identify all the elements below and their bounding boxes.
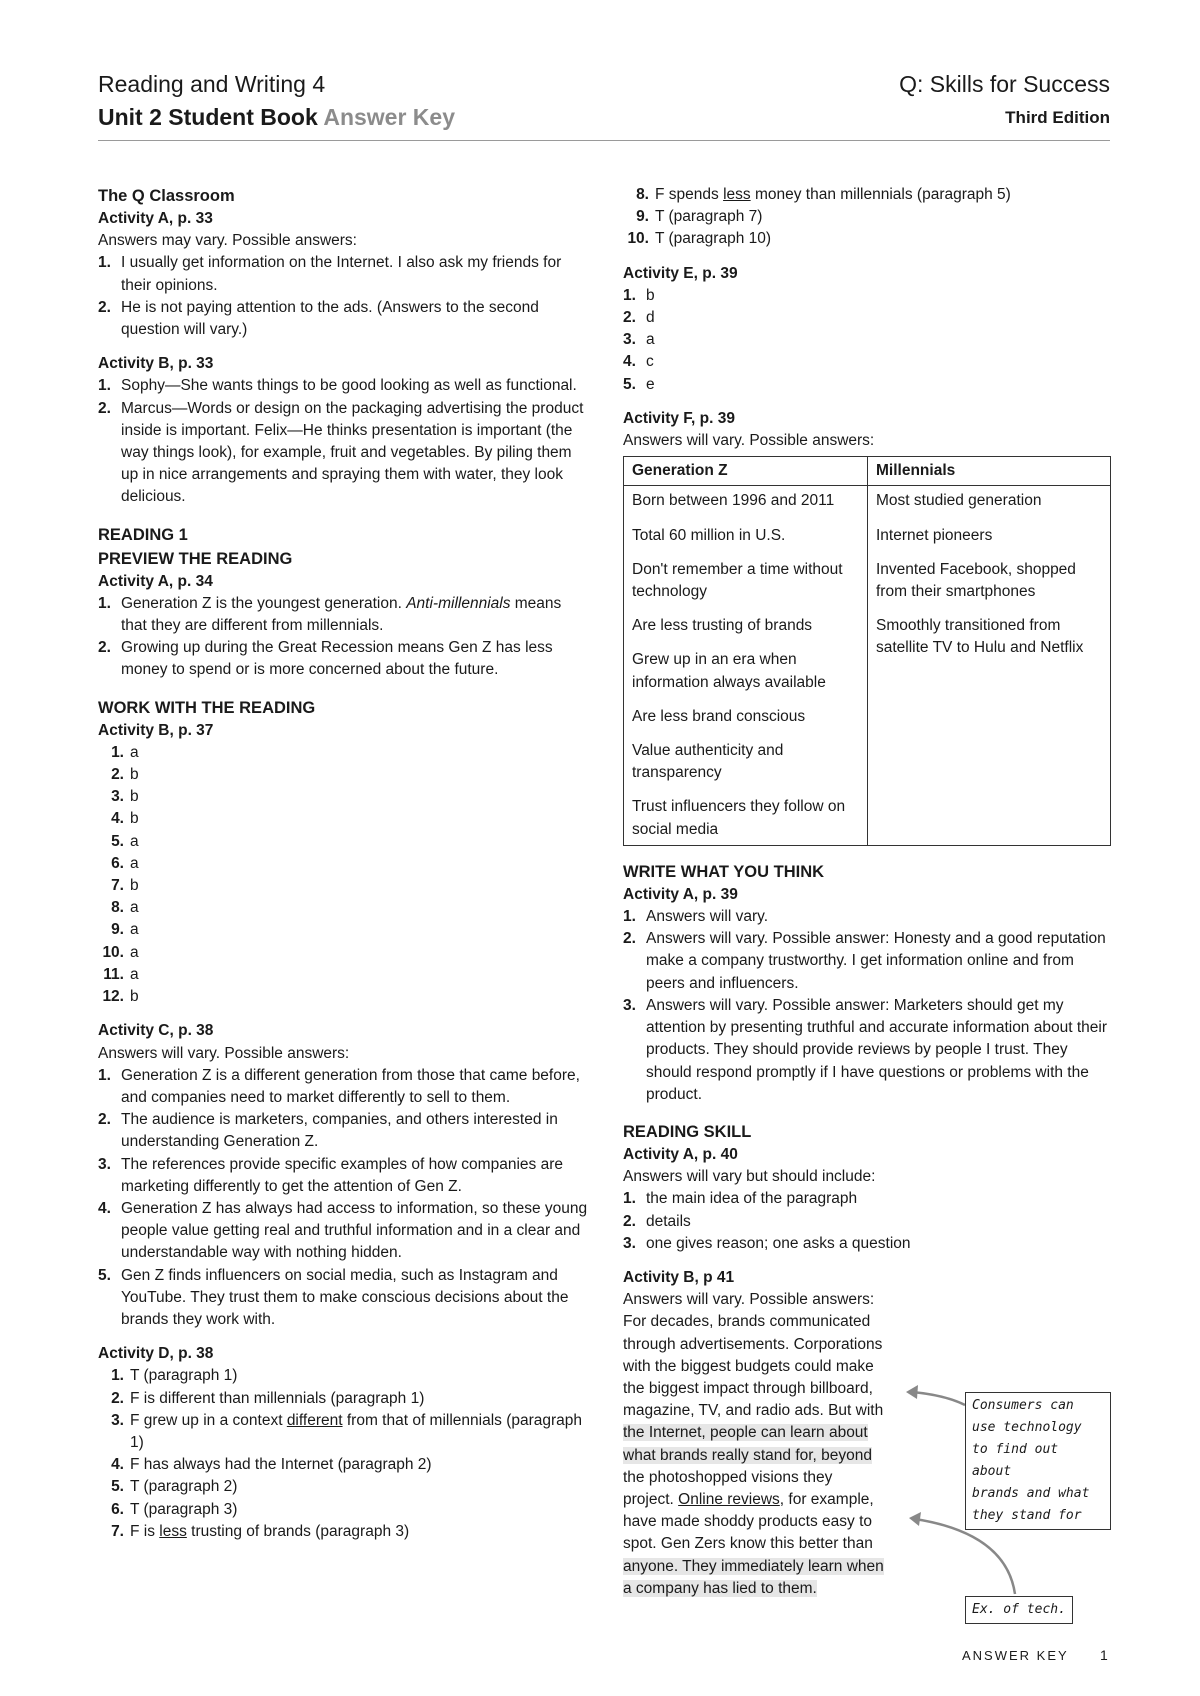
section-heading: READING SKILL bbox=[623, 1122, 752, 1141]
list-item: 1. Answers will vary. bbox=[623, 908, 769, 926]
activity-heading: Activity C, p. 38 bbox=[98, 1022, 214, 1040]
list-item: 3. a bbox=[623, 331, 655, 349]
table-item: Invented Facebook, shopped from their smartphones bbox=[876, 560, 1076, 601]
list-item: 1. I usually get information on the Internet. I also ask my friends for their opinions. bbox=[98, 254, 562, 294]
list-item: 4. b bbox=[111, 810, 139, 828]
book-title: Reading and Writing 4 bbox=[98, 71, 326, 97]
passage-line: magazine, TV, and radio ads. But with bbox=[623, 1402, 884, 1420]
table-item: Most studied generation bbox=[876, 492, 1042, 510]
list-item: 10. T (paragraph 10) bbox=[627, 230, 772, 248]
list-item: 1. b bbox=[623, 286, 655, 304]
arrow-line bbox=[915, 1519, 1015, 1594]
table-item: Are less brand conscious bbox=[632, 707, 806, 725]
subsection-heading: PREVIEW THE READING bbox=[98, 549, 293, 568]
list-item: 3. one gives reason; one asks a question bbox=[623, 1234, 911, 1252]
table-header: Generation Z bbox=[624, 457, 868, 486]
activity-intro: Answers will vary but should include: bbox=[623, 1168, 876, 1186]
activity-intro: Answers will vary. Possible answers: bbox=[98, 1044, 350, 1062]
margin-note: Ex. of tech. bbox=[965, 1596, 1073, 1624]
section-heading: WORK WITH THE READING bbox=[98, 698, 316, 717]
table-item: Are less trusting of brands bbox=[632, 617, 813, 635]
activity-heading: Activity A, p. 39 bbox=[623, 885, 738, 903]
list-item: 2. The audience is marketers, companies, and others interested in understanding Generation Z. bbox=[98, 1111, 558, 1151]
passage-line: project. Online reviews, for example, bbox=[623, 1490, 874, 1508]
table-item: Total 60 million in U.S. bbox=[632, 526, 786, 544]
list-item: 2. Marcus—Words or design on the packaging advertising the product inside is important. Felix—He thinks presentation is important (the way things look), for example, fruit and vegetables. By piling them up in nice arrangements and spraying them with water, they look delicious. bbox=[98, 399, 584, 506]
list-item: 12. b bbox=[102, 988, 139, 1006]
activity-heading: Activity D, p. 38 bbox=[98, 1345, 214, 1363]
list-item: 3. F grew up in a context different from that of millennials (paragraph 1) bbox=[111, 1411, 583, 1451]
section-heading: READING 1 bbox=[98, 525, 188, 544]
passage-line: through advertisements. Corporations bbox=[623, 1335, 883, 1353]
passage-line: Answers will vary. Possible answers: bbox=[623, 1291, 875, 1309]
activity-heading: Activity A, p. 33 bbox=[98, 210, 213, 227]
passage-line: have made shoddy products easy to bbox=[623, 1513, 873, 1531]
table-item: Grew up in an era when information always available bbox=[632, 651, 826, 691]
highlighted-text: a company has lied to them. bbox=[623, 1579, 817, 1597]
list-item: 9. a bbox=[111, 921, 139, 939]
list-item: 1. the main idea of the paragraph bbox=[623, 1190, 858, 1208]
passage-line: the photoshopped visions they bbox=[623, 1468, 833, 1486]
list-item: 6. T (paragraph 3) bbox=[111, 1500, 238, 1518]
activity-intro: Answers will vary. Possible answers: bbox=[623, 432, 875, 450]
list-item: 1. Generation Z is the youngest generation. Anti-millennials means that they are different from millennials. bbox=[98, 594, 562, 635]
activity-heading: Activity A, p. 40 bbox=[623, 1145, 738, 1163]
highlighted-text: what brands really stand for, beyond bbox=[623, 1446, 873, 1464]
activity-heading: Activity B, p. 37 bbox=[98, 721, 214, 739]
section-heading: WRITE WHAT YOU THINK bbox=[623, 862, 825, 881]
arrow-line bbox=[912, 1392, 965, 1405]
list-item: 2. details bbox=[623, 1212, 691, 1230]
list-item: 5. a bbox=[111, 832, 139, 850]
list-item: 1. T (paragraph 1) bbox=[111, 1367, 238, 1385]
list-item: 8. a bbox=[111, 899, 139, 917]
series-title: Q: Skills for Success bbox=[899, 71, 1110, 97]
unit-label: Unit 2 Student Book bbox=[98, 104, 318, 130]
table-header: Millennials bbox=[868, 457, 1111, 486]
section-heading: The Q Classroom bbox=[98, 187, 235, 205]
list-item: 10. a bbox=[102, 943, 139, 961]
highlighted-text: the Internet, people can learn about bbox=[623, 1424, 868, 1442]
list-item: 2. b bbox=[111, 766, 139, 784]
list-item: 3. The references provide specific examples of how companies are marketing differently to get the attention of Gen Z. bbox=[98, 1155, 563, 1195]
list-item: 6. a bbox=[111, 854, 139, 872]
list-item: 3. Answers will vary. Possible answer: Marketers should get my attention by presenting truthful and accurate information about their products. They should provide reviews by people I trust. They should respond promptly if I have questions or problems with the product. bbox=[623, 996, 1107, 1103]
activity-heading: Activity F, p. 39 bbox=[623, 409, 735, 427]
list-item: 4. F has always had the Internet (paragraph 2) bbox=[111, 1456, 432, 1474]
activity-heading: Activity E, p. 39 bbox=[623, 264, 738, 282]
highlighted-text: anyone. They immediately learn when bbox=[623, 1557, 884, 1575]
table-item: Smoothly transitioned from satellite TV to Hulu and Netflix bbox=[876, 617, 1084, 657]
list-item: 2. d bbox=[623, 309, 655, 327]
activity-heading: Activity B, p 41 bbox=[623, 1268, 735, 1286]
table-item: Don't remember a time without technology bbox=[632, 560, 843, 601]
list-item: 2. F is different than millennials (paragraph 1) bbox=[111, 1389, 425, 1407]
list-item: 7. b bbox=[111, 877, 139, 895]
list-item: 1. a bbox=[111, 743, 139, 761]
list-item: 2. He is not paying attention to the ads. (Answers to the second question will vary.) bbox=[98, 298, 539, 339]
list-item: 1. Generation Z is a different generation from those that came before, and companies need to market differently to sell to them. bbox=[98, 1066, 580, 1106]
underlined-text: Online reviews bbox=[678, 1490, 780, 1508]
list-item: 4. Generation Z has always had access to information, so these young people value getting real and truthful information and in a clear and understandable way with nothing hidden. bbox=[98, 1199, 588, 1262]
list-item: 3. b bbox=[111, 788, 139, 806]
list-item: 4. c bbox=[623, 353, 654, 371]
list-item: 7. F is less trusting of brands (paragraph 3) bbox=[111, 1522, 410, 1540]
passage-line: For decades, brands communicated bbox=[623, 1313, 871, 1331]
list-item: 9. T (paragraph 7) bbox=[636, 208, 763, 226]
table-item: Value authenticity and transparency bbox=[632, 742, 784, 782]
table-item: Born between 1996 and 2011 bbox=[632, 492, 835, 510]
list-item: 8. F spends less money than millennials (paragraph 5) bbox=[636, 186, 1011, 203]
list-item: 2. Growing up during the Great Recession means Gen Z has less money to spend or is more concerned about the future. bbox=[98, 639, 553, 679]
answer-key-label: Answer Key bbox=[323, 104, 455, 130]
activity-intro: Answers may vary. Possible answers: bbox=[98, 232, 357, 250]
arrowhead bbox=[909, 1512, 921, 1526]
list-item: 5. T (paragraph 2) bbox=[111, 1478, 238, 1496]
activity-heading: Activity B, p. 33 bbox=[98, 355, 214, 373]
table-item: Internet pioneers bbox=[876, 526, 993, 544]
list-item: 1. Sophy—She wants things to be good looking as well as functional. bbox=[98, 377, 577, 395]
margin-note: Consumers can use technology to find out about brands and what they stand for bbox=[965, 1392, 1111, 1530]
list-item: 11. a bbox=[103, 965, 139, 983]
passage-line: spot. Gen Zers know this better than bbox=[623, 1535, 873, 1553]
arrowhead bbox=[906, 1385, 918, 1399]
footer-label: ANSWER KEY bbox=[962, 1648, 1069, 1663]
list-item: 2. Answers will vary. Possible answer: Honesty and a good reputation make a company trustworthy. I get information online and from peers and influencers. bbox=[623, 930, 1106, 992]
page-number: 1 bbox=[1100, 1647, 1108, 1663]
edition-label: Third Edition bbox=[1005, 108, 1110, 127]
table-item: Trust influencers they follow on social media bbox=[632, 798, 846, 838]
activity-heading: Activity A, p. 34 bbox=[98, 572, 213, 590]
passage-line: with the biggest budgets could make bbox=[623, 1357, 874, 1375]
list-item: 5. e bbox=[623, 375, 655, 393]
list-item: 5. Gen Z finds influencers on social media, such as Instagram and YouTube. They trust them to make conscious decisions about the brands they work with. bbox=[98, 1266, 569, 1328]
passage-line: the biggest impact through billboard, bbox=[623, 1379, 873, 1397]
